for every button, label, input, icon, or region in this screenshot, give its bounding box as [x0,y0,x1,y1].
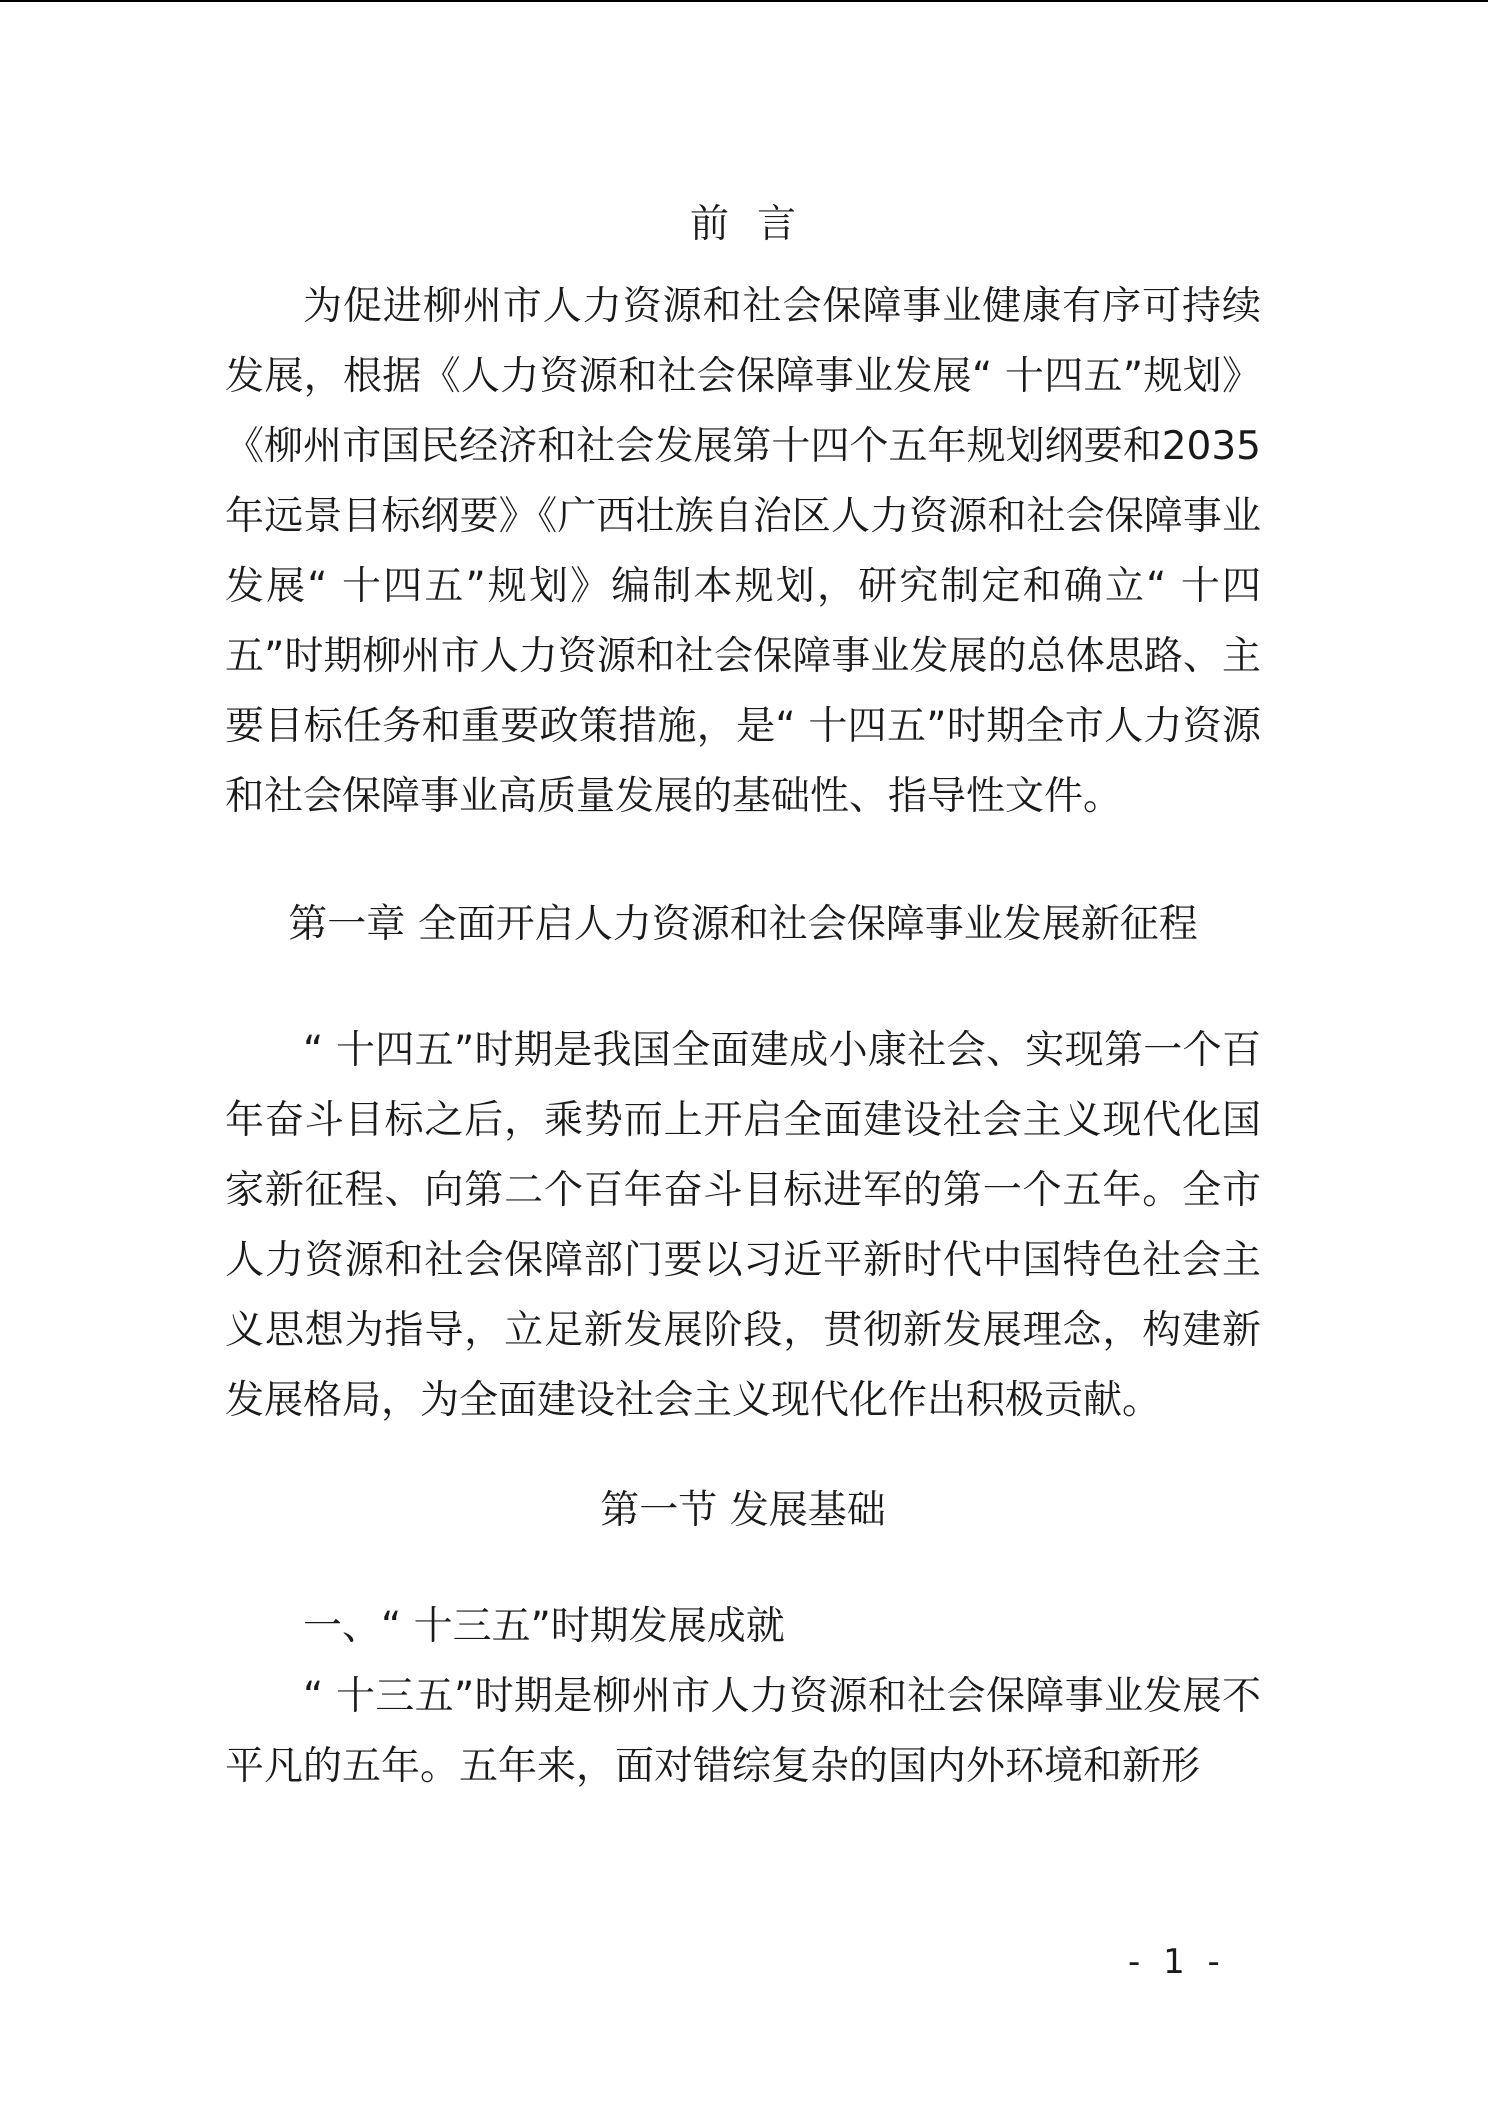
chapter-paragraph: “ 十四五”时期是我国全面建成小康社会、实现第一个百年奋斗目标之后，乘势而上开启全面建设社会主义现代化国家新征程、向第二个百年奋斗目标进军的第一个五年。全市人力资源和社会保障部门要以习近平新时代中国特色社会主义思想为指导，立足新发展阶段，贯彻新发展理念，构建新发展格局，为全面建设社会主义现代化作出积极贡献。 [225,1028,1261,1423]
section-paragraph: “ 十三五”时期是柳州市人力资源和社会保障事业发展不平凡的五年。五年来，面对错综复杂的国内外环境和新形 [225,1674,1261,1789]
document-title: 前言 [689,202,824,247]
page-number: - 1 - [1128,1942,1226,1982]
chapter-heading: 第一章 全面开启人力资源和社会保障事业发展新征程 [288,902,1198,947]
subheading: 一、“ 十三五”时期发展成就 [303,1604,785,1649]
page-content [225,192,1261,1802]
preface-paragraph: 为促进柳州市人力资源和社会保障事业健康有序可持续发展，根据《人力资源和社会保障事业发展“ 十四五”规划》《柳州市国民经济和社会发展第十四个五年规划纲要和2035年远景目标纲要》《广西壮族自治区人力资源和社会保障事业发展“ 十四五”规划》编制本规划，研究制定和确立“ 十四五”时期柳州市人力资源和社会保障事业发展的总体思路、主要目标任务和重要政策措施，是“ 十四五”时期全市人力资源和社会保障事业高质量发展的基础性、指导性文件。 [225,284,1261,819]
section-heading: 第一节 发展基础 [600,1488,886,1533]
